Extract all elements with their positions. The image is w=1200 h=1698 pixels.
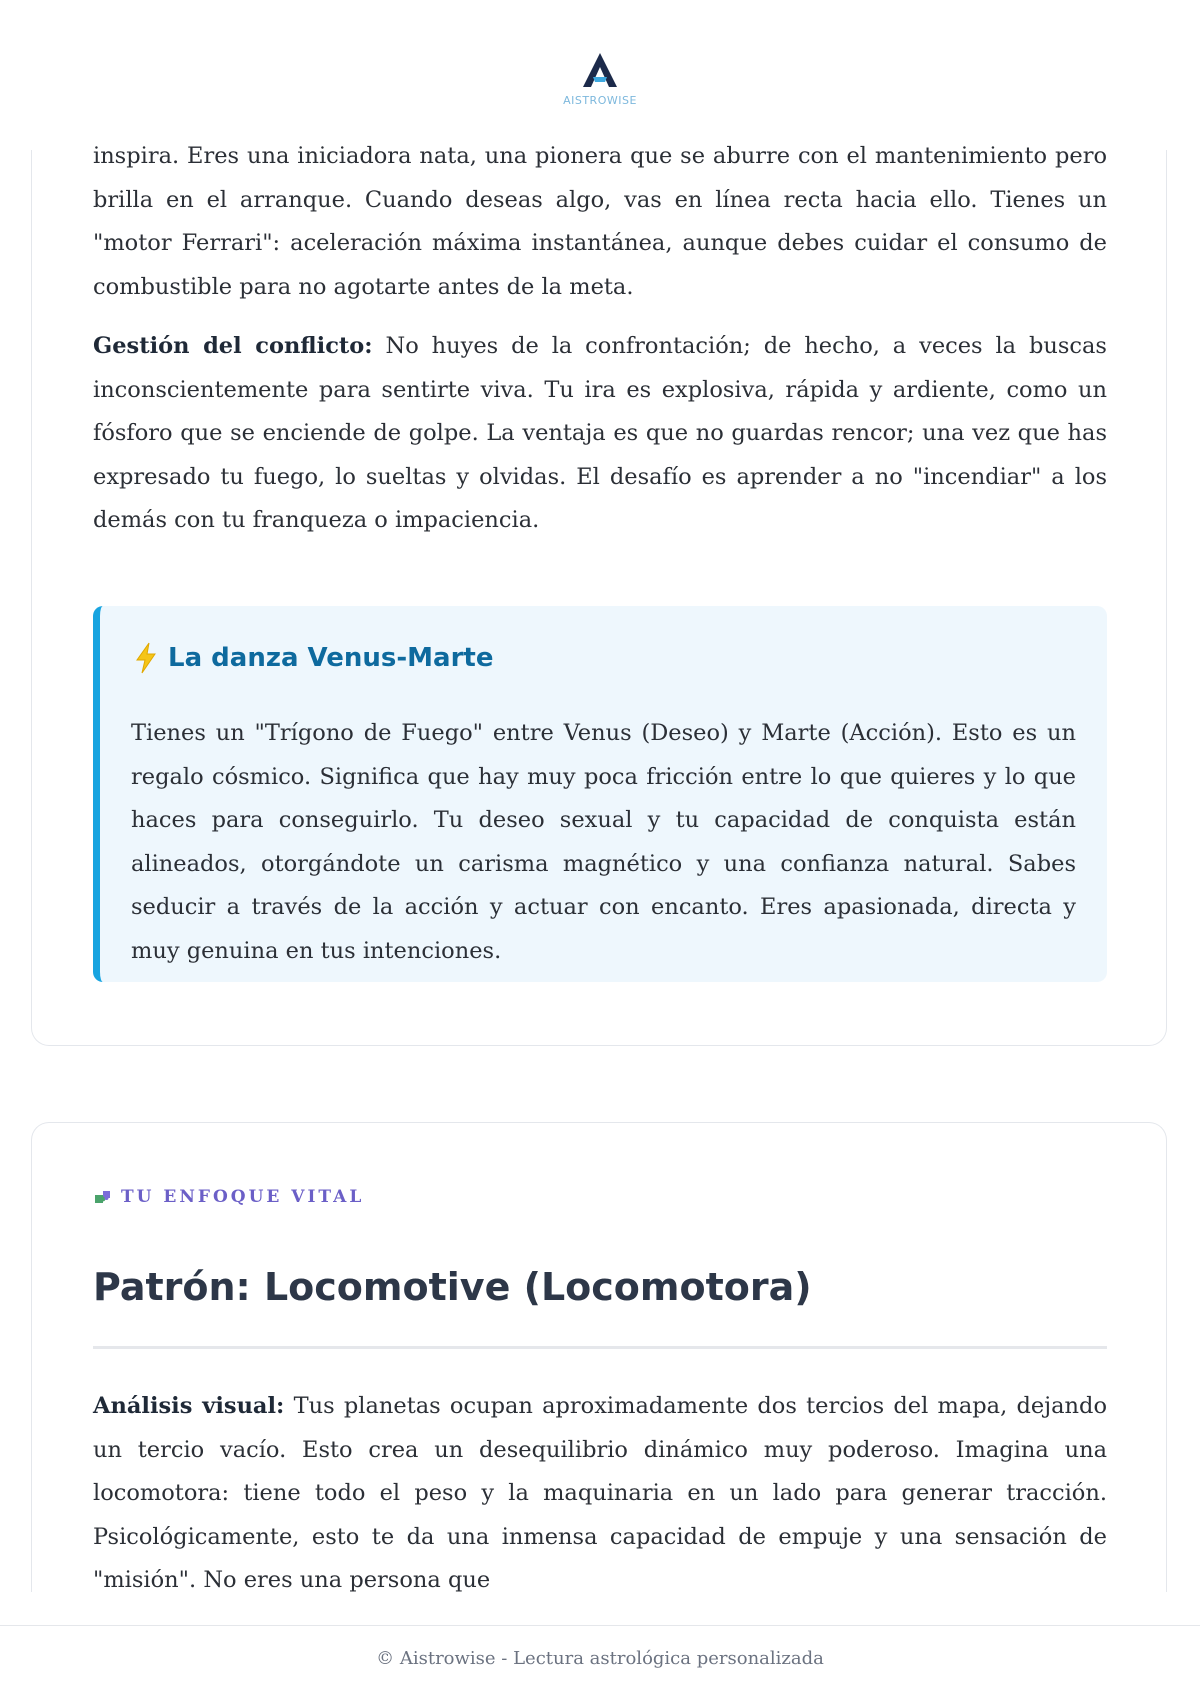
footer-text: © Aistrowise - Lectura astrológica personalizada <box>376 1648 824 1669</box>
card-bottom-content <box>93 1385 1107 1603</box>
logo-a-icon <box>580 52 620 88</box>
section-title: Patrón: Locomotive (Locomotora) <box>93 1265 812 1309</box>
paragraph-drive: inspira. Eres una iniciadora nata, una pionera que se aburre con el mantenimiento pero brilla en el arranque. Cuando deseas algo, vas en línea recta hacia ello. Tienes un "motor Ferrari": aceleración máxima instantánea, aunque debes cuidar el consumo de combustible para no agotarte antes de la meta. <box>93 143 1107 300</box>
page-footer <box>0 1625 1200 1698</box>
paragraph-analysis <box>93 1385 1107 1603</box>
paragraph-conflict <box>93 325 1107 543</box>
section-eyebrow <box>93 1187 364 1207</box>
reading-card-top <box>31 143 1167 1046</box>
title-divider <box>93 1346 1107 1349</box>
analysis-label: Análisis visual: <box>93 1393 285 1419</box>
analysis-text: Tus planetas ocupan aproximadamente dos tercios del mapa, dejando un tercio vacío. Esto crea un desequilibrio dinámico muy poderoso. Imagina una locomotora: tiene todo el peso y la maquinaria en un lado para generar tracción. Psicológicamente, esto te da una inmensa capacidad de empuje y una sensación de "misión". No eres una persona que <box>93 1393 1107 1593</box>
callout-text: Tienes un "Trígono de Fuego" entre Venus (Deseo) y Marte (Acción). Esto es un regalo cósmico. Significa que hay muy poca fricción entre lo que quieres y lo que haces para conseguirlo. Tu deseo sexual y tu capacidad de conquista están alineados, otorgándote un carisma magnético y una confianza natural. Sabes seducir a través de la acción y actuar con encanto. Eres apasionada, directa y muy genuina en tus intenciones. <box>131 720 1076 964</box>
brand-logo <box>0 52 1200 107</box>
puzzle-icon <box>93 1187 113 1207</box>
callout-header <box>134 642 493 674</box>
card-top-content <box>93 135 1107 543</box>
conflict-text: No huyes de la confrontación; de hecho, a veces la buscas inconscientemente para sentirte viva. Tu ira es explosiva, rápida y ardiente, como un fósforo que se enciende de golpe. La ventaja es que no guardas rencor; una vez que has expresado tu fuego, lo sueltas y olvidas. El desafío es aprender a no "incendiar" a los demás con tu franqueza o impaciencia. <box>93 333 1107 533</box>
venus-mars-callout <box>93 606 1107 982</box>
eyebrow-label: TU ENFOQUE VITAL <box>121 1187 365 1207</box>
logo-wordmark: AISTROWISE <box>563 94 637 107</box>
conflict-label: Gestión del conflicto: <box>93 333 373 359</box>
lightning-bolt-icon <box>134 642 158 674</box>
callout-title: La danza Venus-Marte <box>168 643 494 673</box>
reading-card-pattern <box>31 1122 1167 1592</box>
